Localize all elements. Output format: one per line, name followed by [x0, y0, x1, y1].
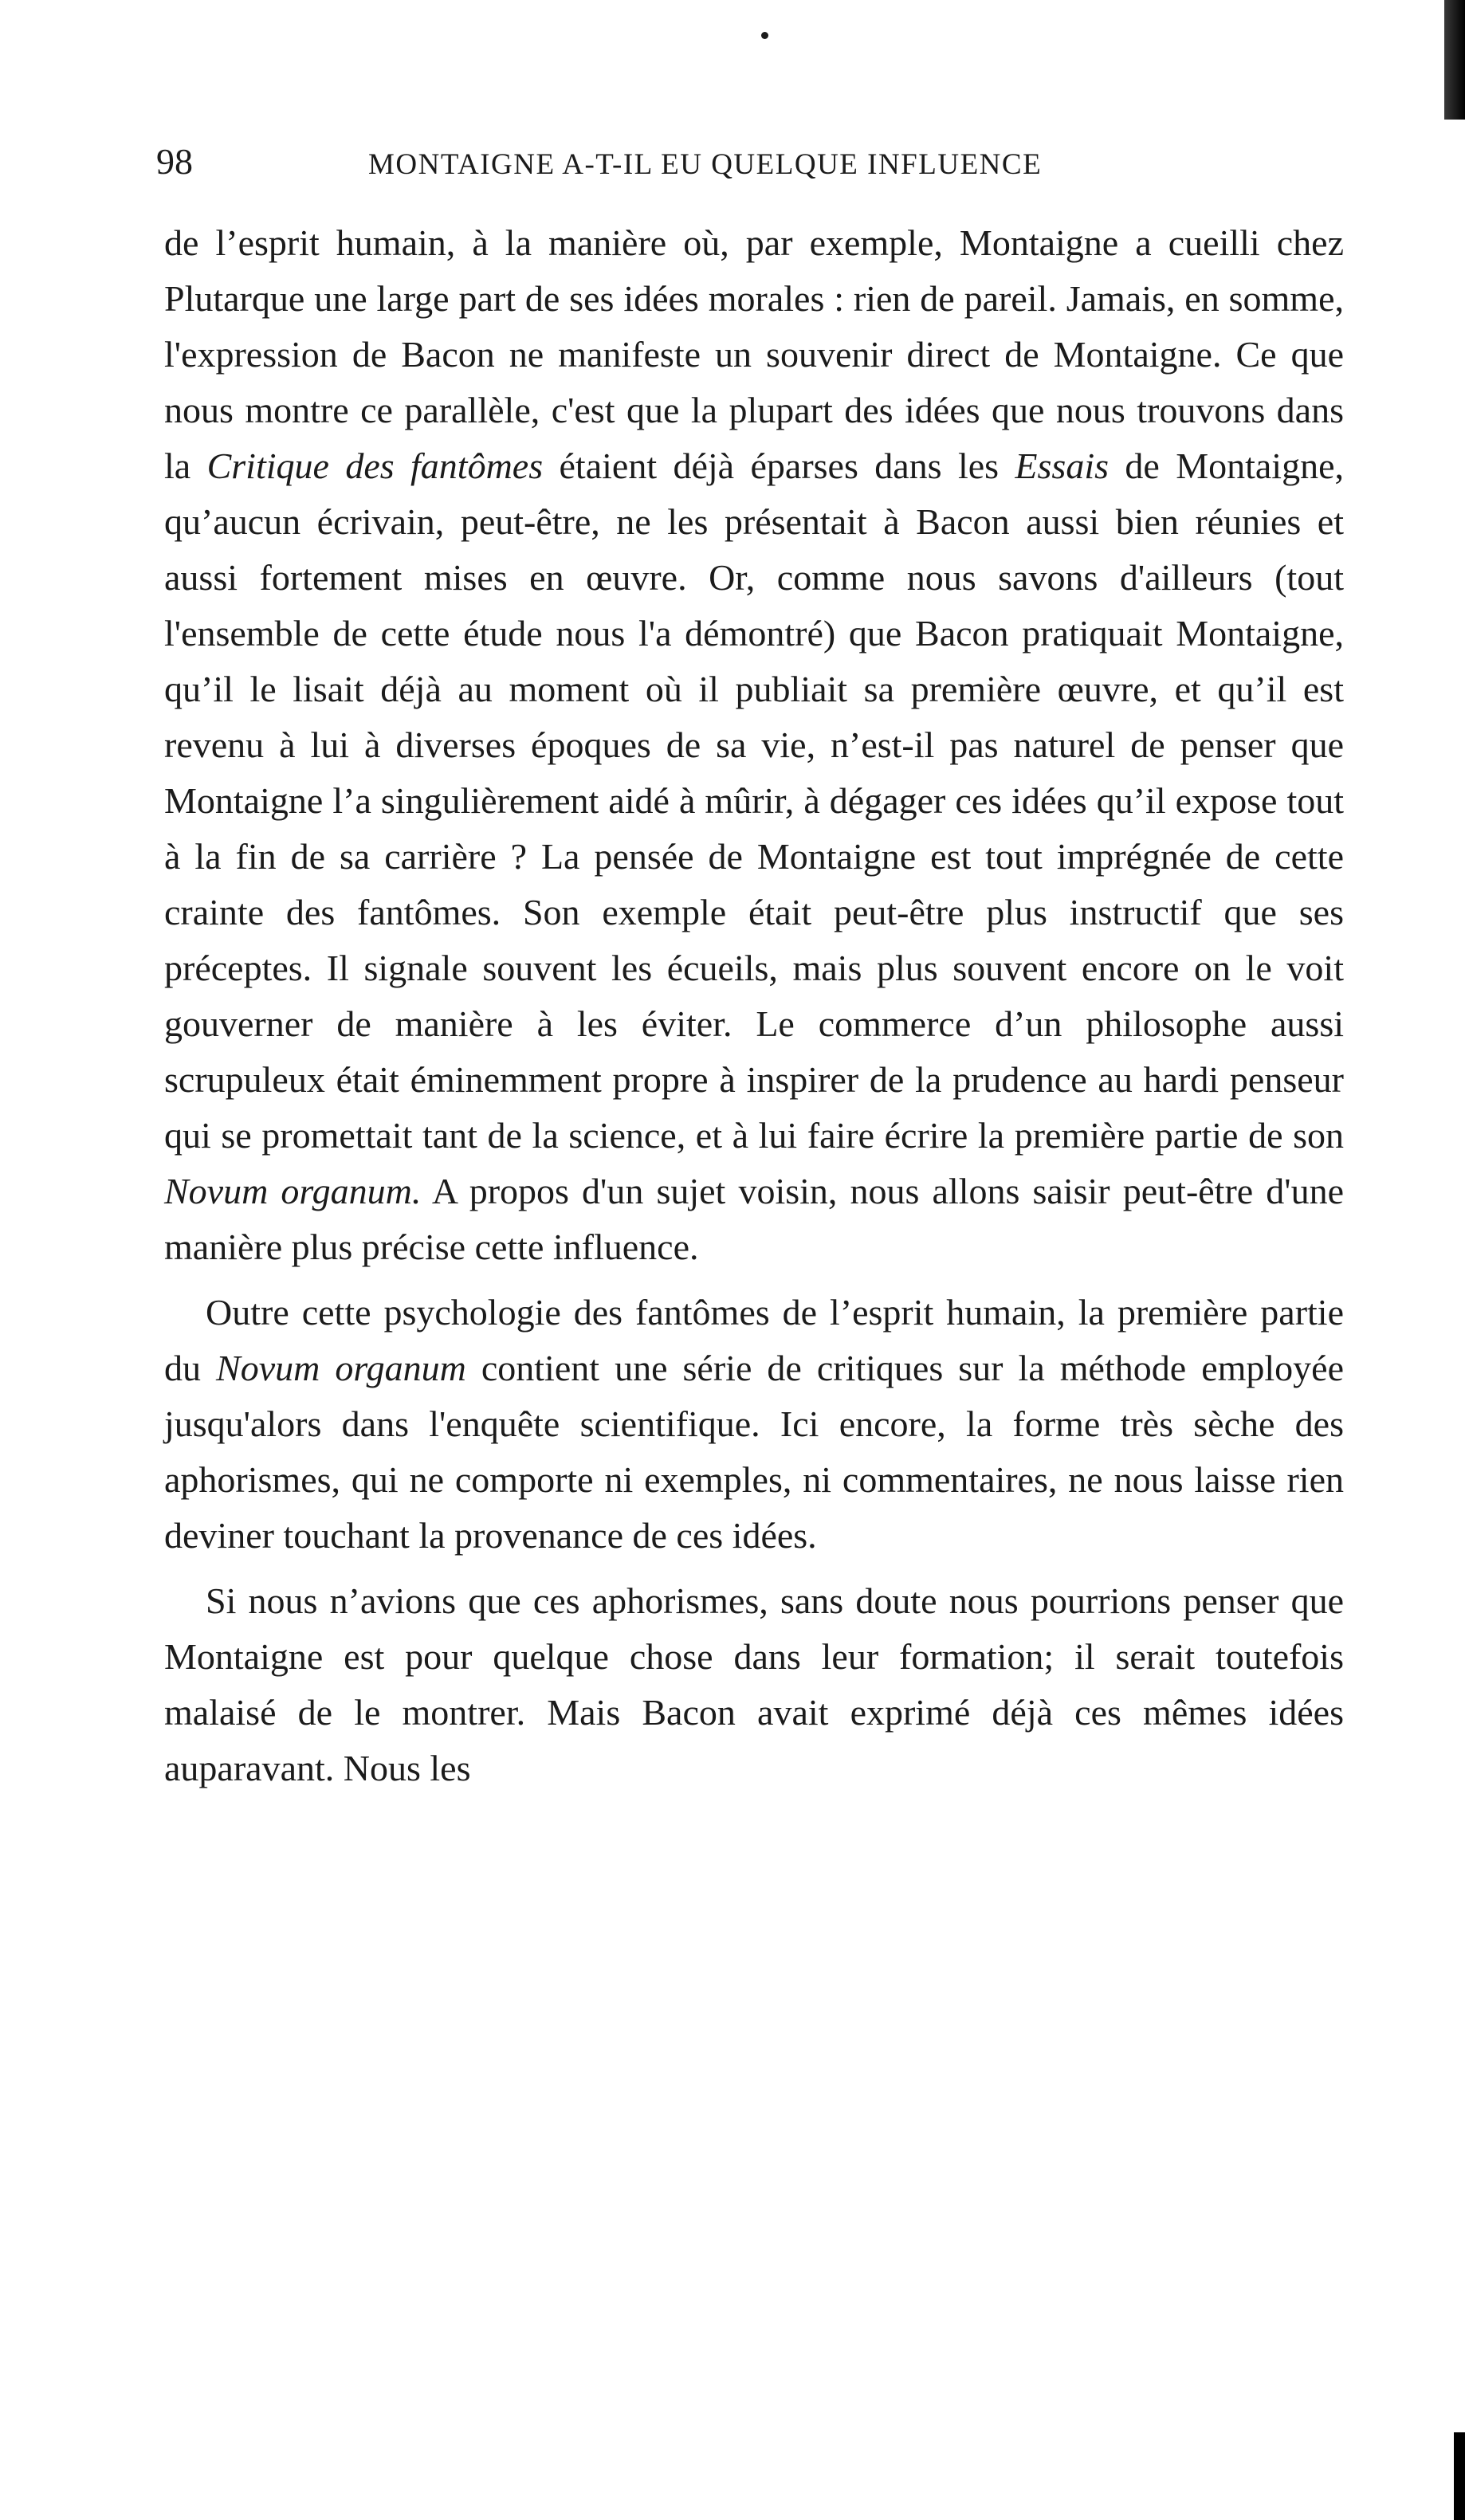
paragraph-1-run-5: de Montaigne, qu’aucun écrivain, peut-être, ne les présentait à Bacon aussi bien réunies et aussi fortement mises en œuvre. Or, comme nous savons d'ailleurs (tout l'ensemble de cette étude nous l'a démontré) que Bacon pratiquait Montaigne, qu’il le lisait déjà au moment où il publiait sa première œuvre, et qu’il est revenu à lui à diverses époques de sa vie, n’est-il pas naturel de penser que Montaigne l’a singulièrement aidé à mûrir, à dégager ces idées qu’il expose tout à la fin de sa carrière ? La pensée de Montaigne est tout imprégnée de cette crainte des fantômes. Son exemple était peut-être plus instructif que ses préceptes. Il signale souvent les écueils, mais plus souvent encore on le voit gouverner de manière à les éviter. Le commerce d’un philosophe aussi scrupuleux était éminemment propre à inspirer de la prudence au hardi penseur qui se promettait tant de la science, et à lui faire écrire la première partie de son — [164, 446, 1344, 1156]
title-essais: Essais — [1015, 446, 1110, 486]
title-critique-des-fantomes: Critique des fantômes — [206, 446, 544, 486]
running-title: MONTAIGNE A-T-IL EU QUELQUE INFLUENCE — [368, 148, 1043, 181]
running-head — [156, 140, 1348, 196]
title-novum-organum: Novum organum. — [164, 1171, 422, 1211]
paragraph-1-run-1: de l’esprit humain, à la manière où, par exemple, Montaigne a cueilli chez Plutarque une large part de ses idées morales : rien de pareil. Jamais, en somme, l'expression de Bacon ne manifeste un souvenir direct de Montaigne. Ce que nous montre ce parallèle, c'est que la plupart des idées que nous trouvons dans la — [164, 222, 1344, 486]
paragraph-1-run-3: étaient déjà éparses dans les — [543, 446, 1015, 486]
page-number: 98 — [156, 141, 193, 182]
paragraph-1-run-7: A propos d'un sujet voisin, nous allons saisir peut-être d'une manière plus précise cette influence. — [164, 1171, 1345, 1267]
body-text — [164, 215, 1344, 1796]
paragraph-2-run-1: Outre cette psychologie des fantômes de l’esprit humain, la première partie du — [164, 1292, 1344, 1388]
paragraph-2 — [164, 1285, 1344, 1564]
scan-edge-shadow-lower — [1454, 2432, 1465, 2520]
paragraph-3 — [164, 1573, 1344, 1796]
scan-speck — [761, 32, 768, 39]
paragraph-1 — [164, 215, 1344, 1275]
scan-edge-shadow — [1444, 0, 1465, 120]
title-novum-organum-2: Novum organum — [216, 1348, 466, 1388]
paragraph-2-run-3: contient une série de critiques sur la méthode employée jusqu'alors dans l'enquête scientifique. Ici encore, la forme très sèche des aphorismes, qui ne comporte ni exemples, ni commentaires, ne nous laisse rien deviner touchant la provenance de ces idées. — [164, 1348, 1345, 1556]
paragraph-3-run-1: Si nous n’avions que ces aphorismes, sans doute nous pourrions penser que Montaigne est pour quelque chose dans leur formation; il serait toutefois malaisé de le montrer. Mais Bacon avait exprimé déjà ces mêmes idées auparavant. Nous les — [164, 1580, 1344, 1788]
